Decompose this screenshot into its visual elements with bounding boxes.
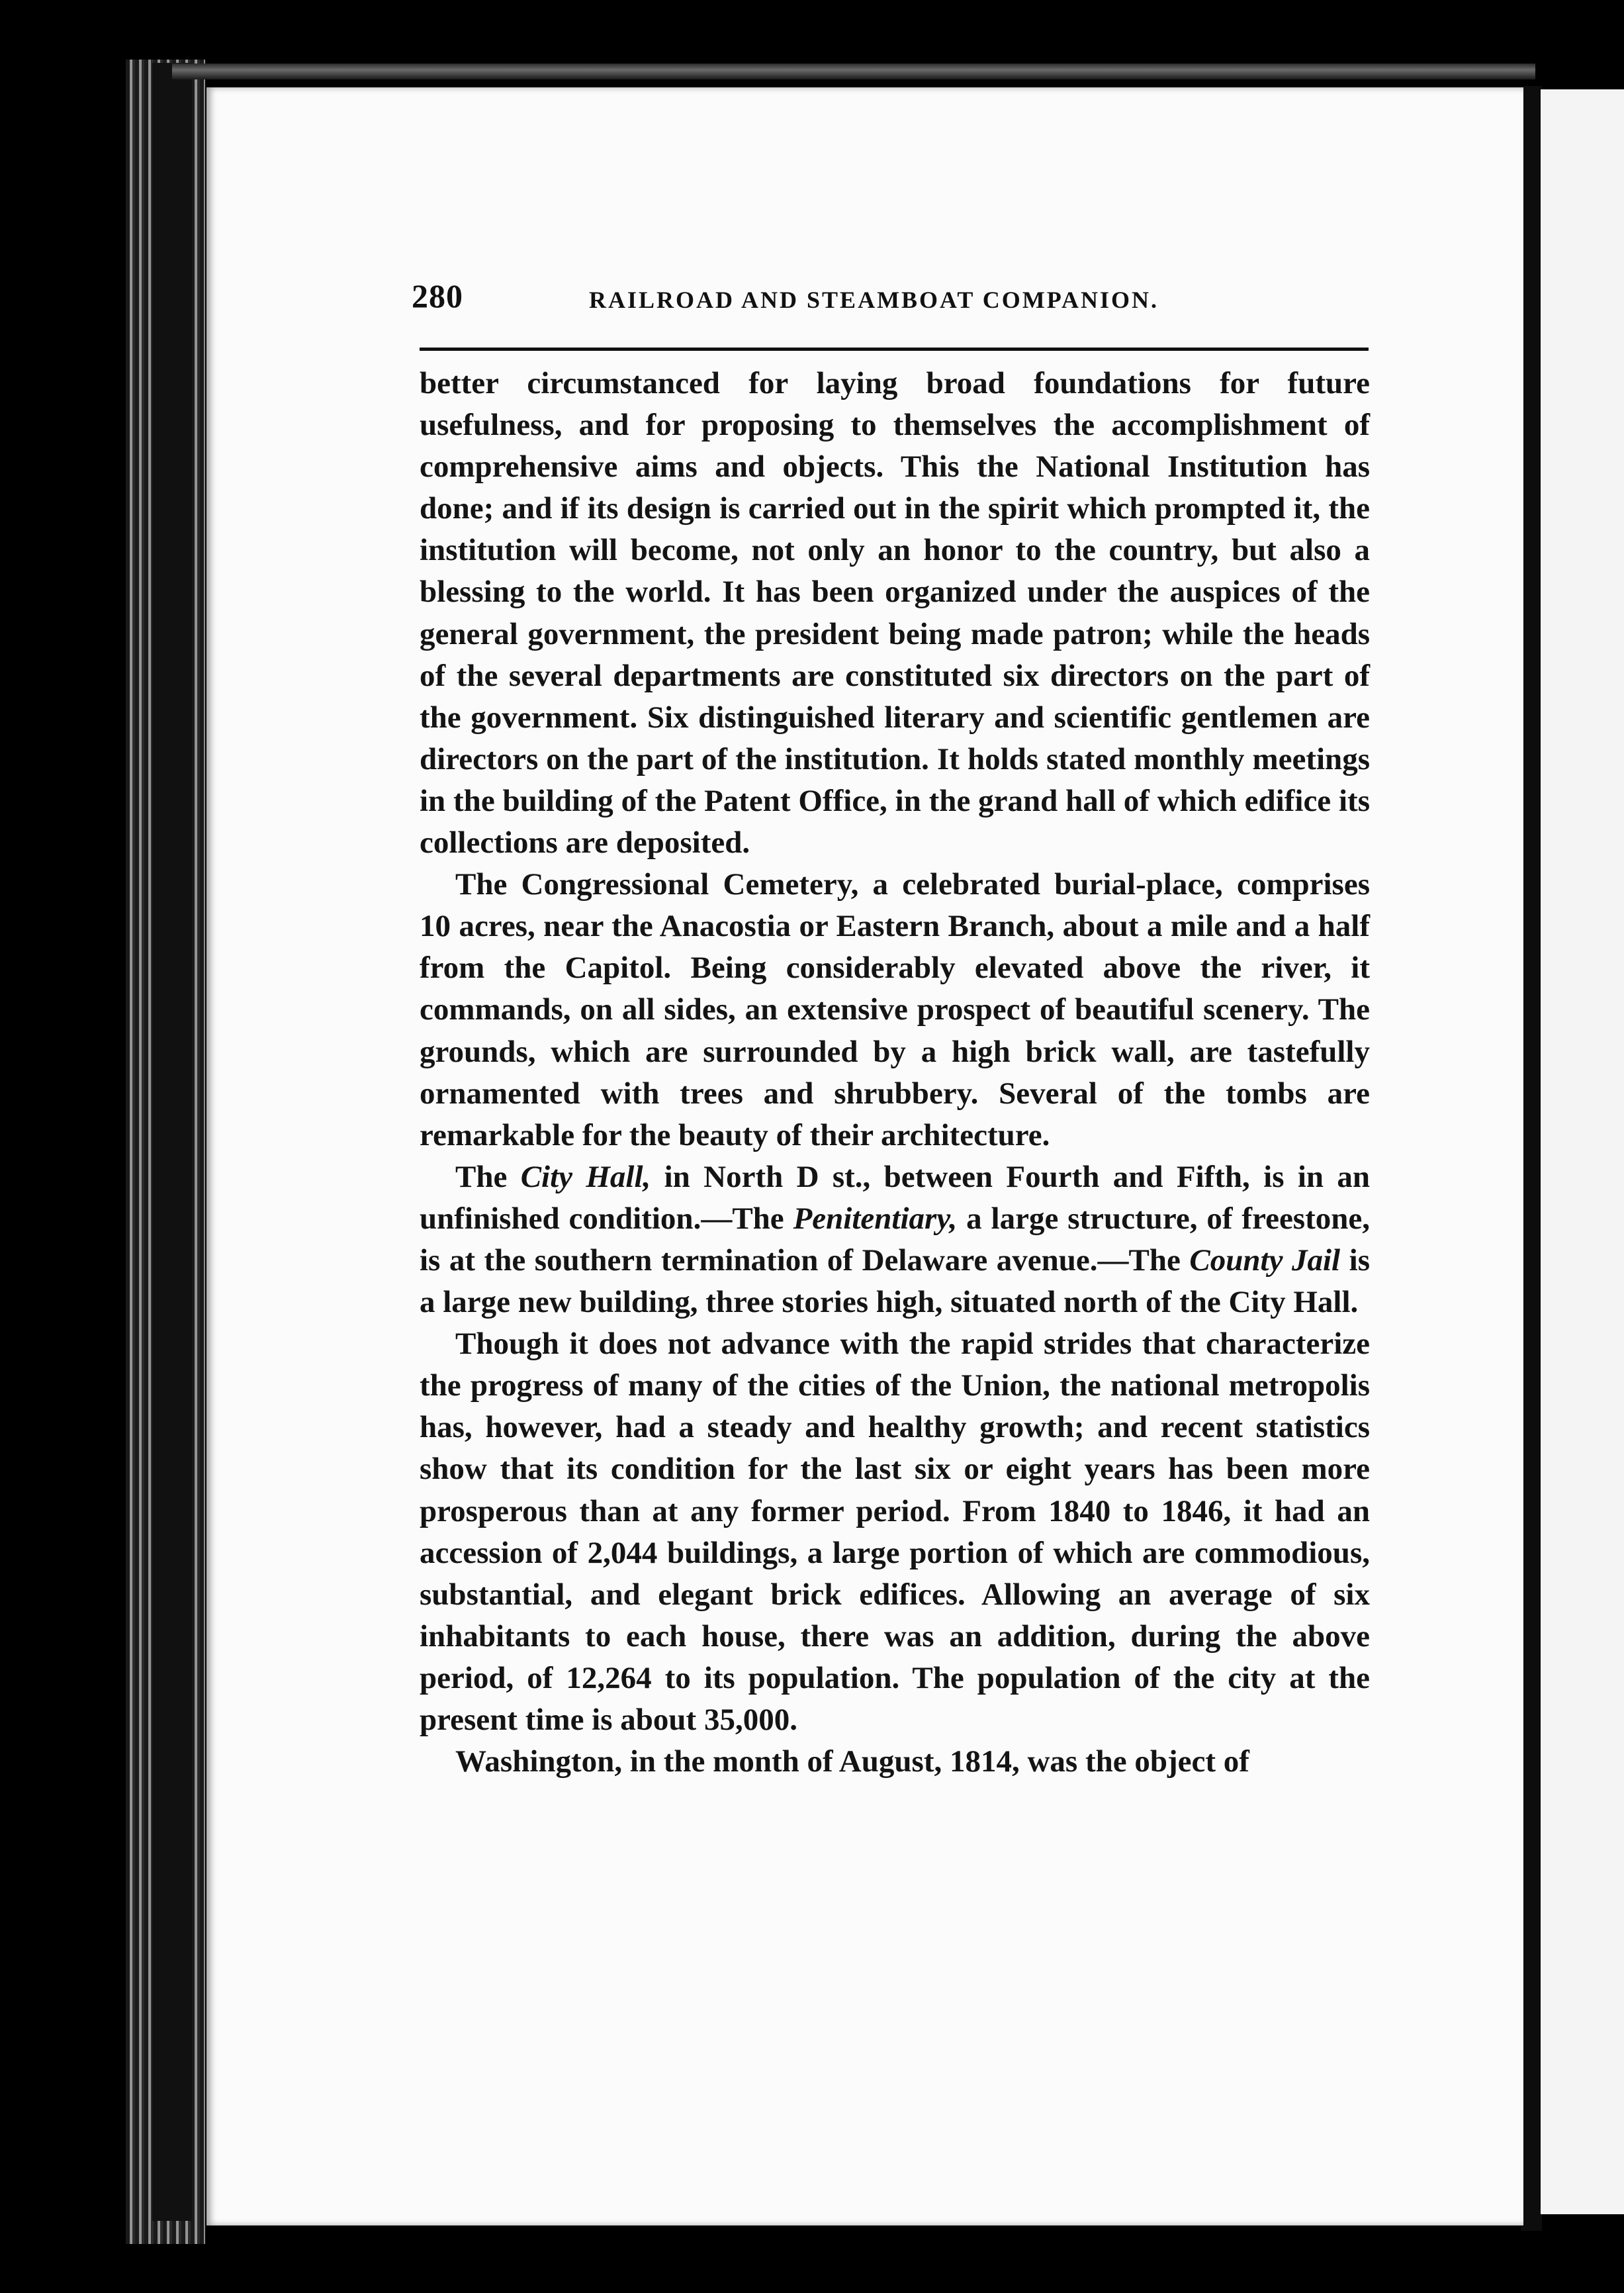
paragraph	[420, 1156, 1370, 1323]
paragraph-text: is a large new building, three stories high, situated north of the City Hall.	[420, 1242, 1370, 1320]
facing-page-edge	[1541, 89, 1624, 2214]
italic-text: City Hall,	[520, 1159, 651, 1194]
book-top-edge	[172, 64, 1535, 79]
page-number: 280	[412, 277, 463, 314]
page-gutter	[1521, 86, 1542, 2231]
paragraph-text: better circumstanced for laying broad foundations for future usefulness, and for proposing to themselves the accomplishment of comprehensive aims and objects. This the National Institution has done; and if its design is carried out in the spirit which prompted it, the institution will become, not only an honor to the country, but also a blessing to the world. It has been organized under the auspices of the general government, the president being made patron; while the heads of the several departments are constituted six directors on the part of the government. Six distinguished literary and scientific gentlemen are directors on the part of the institution. It holds stated monthly meetings in the building of the Patent Office, in the grand hall of which edifice its collections are deposited.	[420, 366, 1370, 861]
paragraph	[420, 363, 1370, 864]
paragraph	[420, 1741, 1370, 1783]
italic-text: Penitentiary,	[793, 1201, 958, 1236]
paragraph	[420, 1323, 1370, 1741]
paragraph-text: a large structure, of freestone, is at the southern termination of Delaware avenue.—The	[420, 1201, 1370, 1278]
paragraph	[420, 864, 1370, 1156]
page-header	[412, 277, 1369, 328]
paragraph-text: The Congressional Cemetery, a celebrated burial-place, comprises 10 acres, near the Anacostia or Eastern Branch, about a mile and a half from the Capitol. Being considerably elevated above the river, it commands, on all sides, an extensive prospect of beautiful scenery. The grounds, which are surrounded by a high brick wall, are tastefully ornamented with trees and shrubbery. Several of the tombs are remarkable for the beauty of their architecture.	[420, 867, 1370, 1152]
paragraph-text: Washington, in the month of August, 1814, was the object of	[455, 1744, 1249, 1779]
header-rule	[420, 348, 1369, 351]
paragraph-text: in North D st., between Fourth and Fifth, is in an unfinished condition.—The	[420, 1159, 1370, 1236]
book-spine-shadow	[152, 63, 192, 2221]
italic-text: County Jail	[1189, 1242, 1341, 1278]
paragraph-text: Though it does not advance with the rapid strides that characterize the progress of many of the cities of the Union, the national metropolis has, however, had a steady and healthy growth; and recent statistics show that its condition for the last six or eight years has been more prosperous than at any former period. From 1840 to 1846, it had an accession of 2,044 buildings, a large portion of which are commodious, substantial, and elegant brick edifices. Allowing an average of six inhabitants to each house, there was an addition, during the above period, of 12,264 to its population. The population of the city at the present time is about 35,000.	[420, 1327, 1370, 1737]
paragraph-text: The	[455, 1159, 521, 1194]
running-head: RAILROAD AND STEAMBOAT COMPANION.	[589, 287, 1159, 313]
body-text	[420, 363, 1370, 1783]
